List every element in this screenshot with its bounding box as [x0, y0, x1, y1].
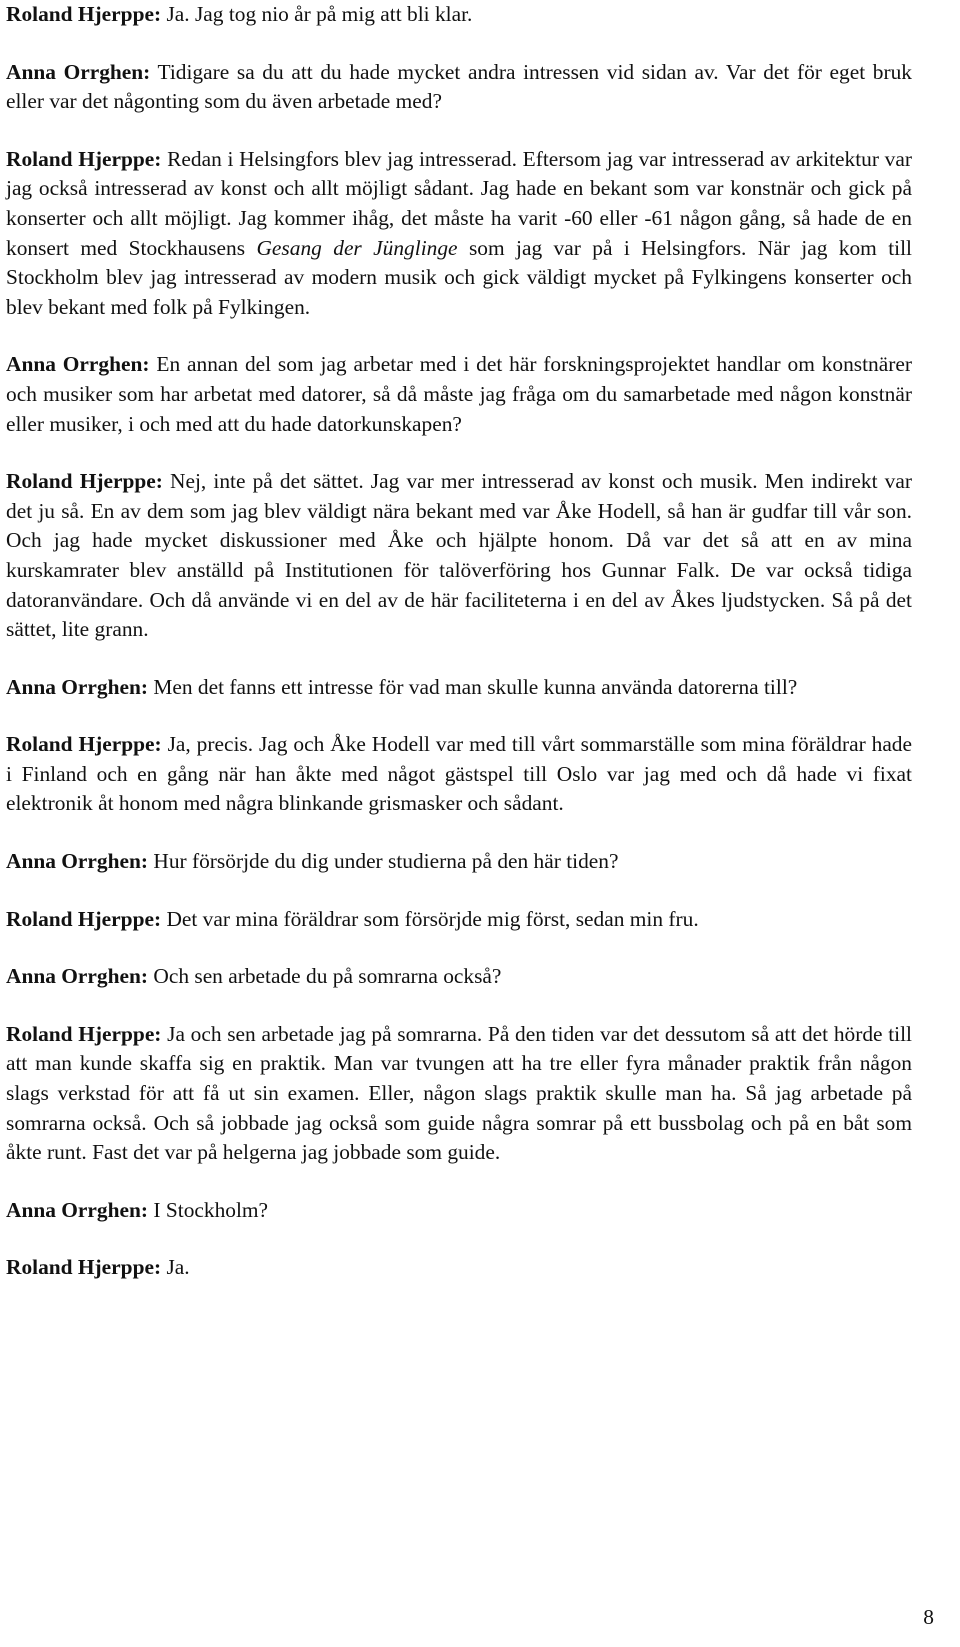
speaker-name: Anna Orrghen: — [6, 1197, 149, 1222]
speaker-name: Roland Hjerppe: — [6, 2, 162, 26]
transcript-paragraph — [6, 730, 912, 819]
speaker-name: Anna Orrghen: — [6, 964, 149, 989]
transcript-paragraph — [6, 1020, 912, 1168]
speech-text: Redan i Helsingfors blev jag intresserad. Eftersom jag var intresserad av arkitektur var jag också intresserad av konst och allt möjligt sådant. Jag hade en bekant som var konstnär och gick på konserter och allt möjligt. Jag kommer ihåg, det måste ha varit -60 eller -61 någon gång, så hade de en konsert med Stockhausens — [6, 146, 912, 260]
speech-text: Hur försörjde du dig under studierna på den här tiden? — [148, 849, 619, 874]
speaker-name: Roland Hjerppe: — [6, 906, 162, 931]
speaker-name: Anna Orrghen: — [6, 674, 149, 699]
speech-text: I Stockholm? — [148, 1197, 269, 1222]
speech-text: Ja. — [161, 1255, 190, 1280]
speaker-name: Roland Hjerppe: — [6, 1021, 162, 1046]
transcript-paragraph — [6, 905, 912, 935]
transcript-paragraph — [6, 467, 912, 645]
transcript-paragraph — [6, 0, 912, 30]
speaker-name: Roland Hjerppe: — [6, 469, 163, 494]
transcript-paragraph — [6, 1196, 912, 1226]
speech-text: Men det fanns ett intresse för vad man skulle kunna använda datorerna till? — [148, 674, 798, 699]
speech-text: Ja, precis. Jag och Åke Hodell var med till vårt sommarställe som mina föräldrar hade i Finland och en gång när han åkte med något gästspel till Oslo var jag med och då hade vi fixat elektronik åt honom med några blinkande grismasker och sådant. — [6, 732, 912, 816]
speaker-name: Roland Hjerppe: — [6, 146, 162, 171]
speech-text: Ja och sen arbetade jag på somrarna. På den tiden var det dessutom så att det hörde till att man kunde skaffa sig en praktik. Man var tvungen att ha tre eller fyra månader praktik från någon slags verkstad för att få ut sin examen. Eller, någon slags praktik skulle man ha. Så jag arbetade på somrarna också. Och så jobbade jag också som guide några somrar på ett bussbolag och på en båt som åkte runt. Fast det var på helgerna jag jobbade som guide. — [6, 1021, 912, 1165]
transcript-paragraph — [6, 1253, 912, 1283]
speech-text: som jag var på i Helsingfors. När jag kom till Stockholm blev jag intresserad av modern musik och gick väldigt mycket på Fylkingens konserter och blev bekant med folk på Fylkingen. — [6, 235, 913, 319]
speech-text: Tidigare sa du att du hade mycket andra intressen vid sidan av. Var det för eget bruk eller var det någonting som du även arbetade med? — [6, 59, 912, 114]
transcript-paragraph — [6, 145, 912, 323]
transcript-paragraph — [6, 847, 912, 877]
speaker-name: Roland Hjerppe: — [6, 732, 162, 757]
transcript-paragraph — [6, 673, 912, 703]
speech-text: Och sen arbetade du på somrarna också? — [148, 964, 502, 989]
speech-text: Ja. Jag tog nio år på mig att bli klar. — [161, 2, 473, 26]
speaker-name: Roland Hjerppe: — [6, 1255, 162, 1280]
speech-text: Nej, inte på det sättet. Jag var mer intresserad av konst och musik. Men indirekt var det ju så. En av dem som jag blev väldigt nära bekant med var Åke Hodell, så han är gudfar till vår son. Och jag hade mycket diskussioner med Åke och hjälpte honom. Då var det så att en av mina kurskamrater blev anställd på Institutionen för talöverföring hos Gunnar Falk. De var också tidiga datoranvändare. Och då använde vi en del av de här faciliteterna i en del av Åkes ljudstycken. Så på det sättet, lite grann. — [6, 469, 912, 642]
speaker-name: Anna Orrghen: — [6, 352, 150, 377]
speech-text: Det var mina föräldrar som försörjde mig först, sedan min fru. — [161, 906, 699, 931]
transcript-paragraph — [6, 58, 912, 117]
work-title: Gesang der Jünglinge — [256, 235, 458, 260]
speech-text: En annan del som jag arbetar med i det här forskningsprojektet handlar om konstnärer och musiker som har arbetat med datorer, så då måste jag fråga om du samarbetade med någon konstnär eller musiker, i och med att du hade datorkunskapen? — [6, 352, 912, 436]
speaker-name: Anna Orrghen: — [6, 849, 149, 874]
transcript-paragraph — [6, 962, 912, 992]
transcript-paragraph — [6, 350, 912, 439]
page-number: 8 — [923, 1605, 934, 1629]
speaker-name: Anna Orrghen: — [6, 59, 151, 84]
transcript-page — [6, 0, 912, 1311]
